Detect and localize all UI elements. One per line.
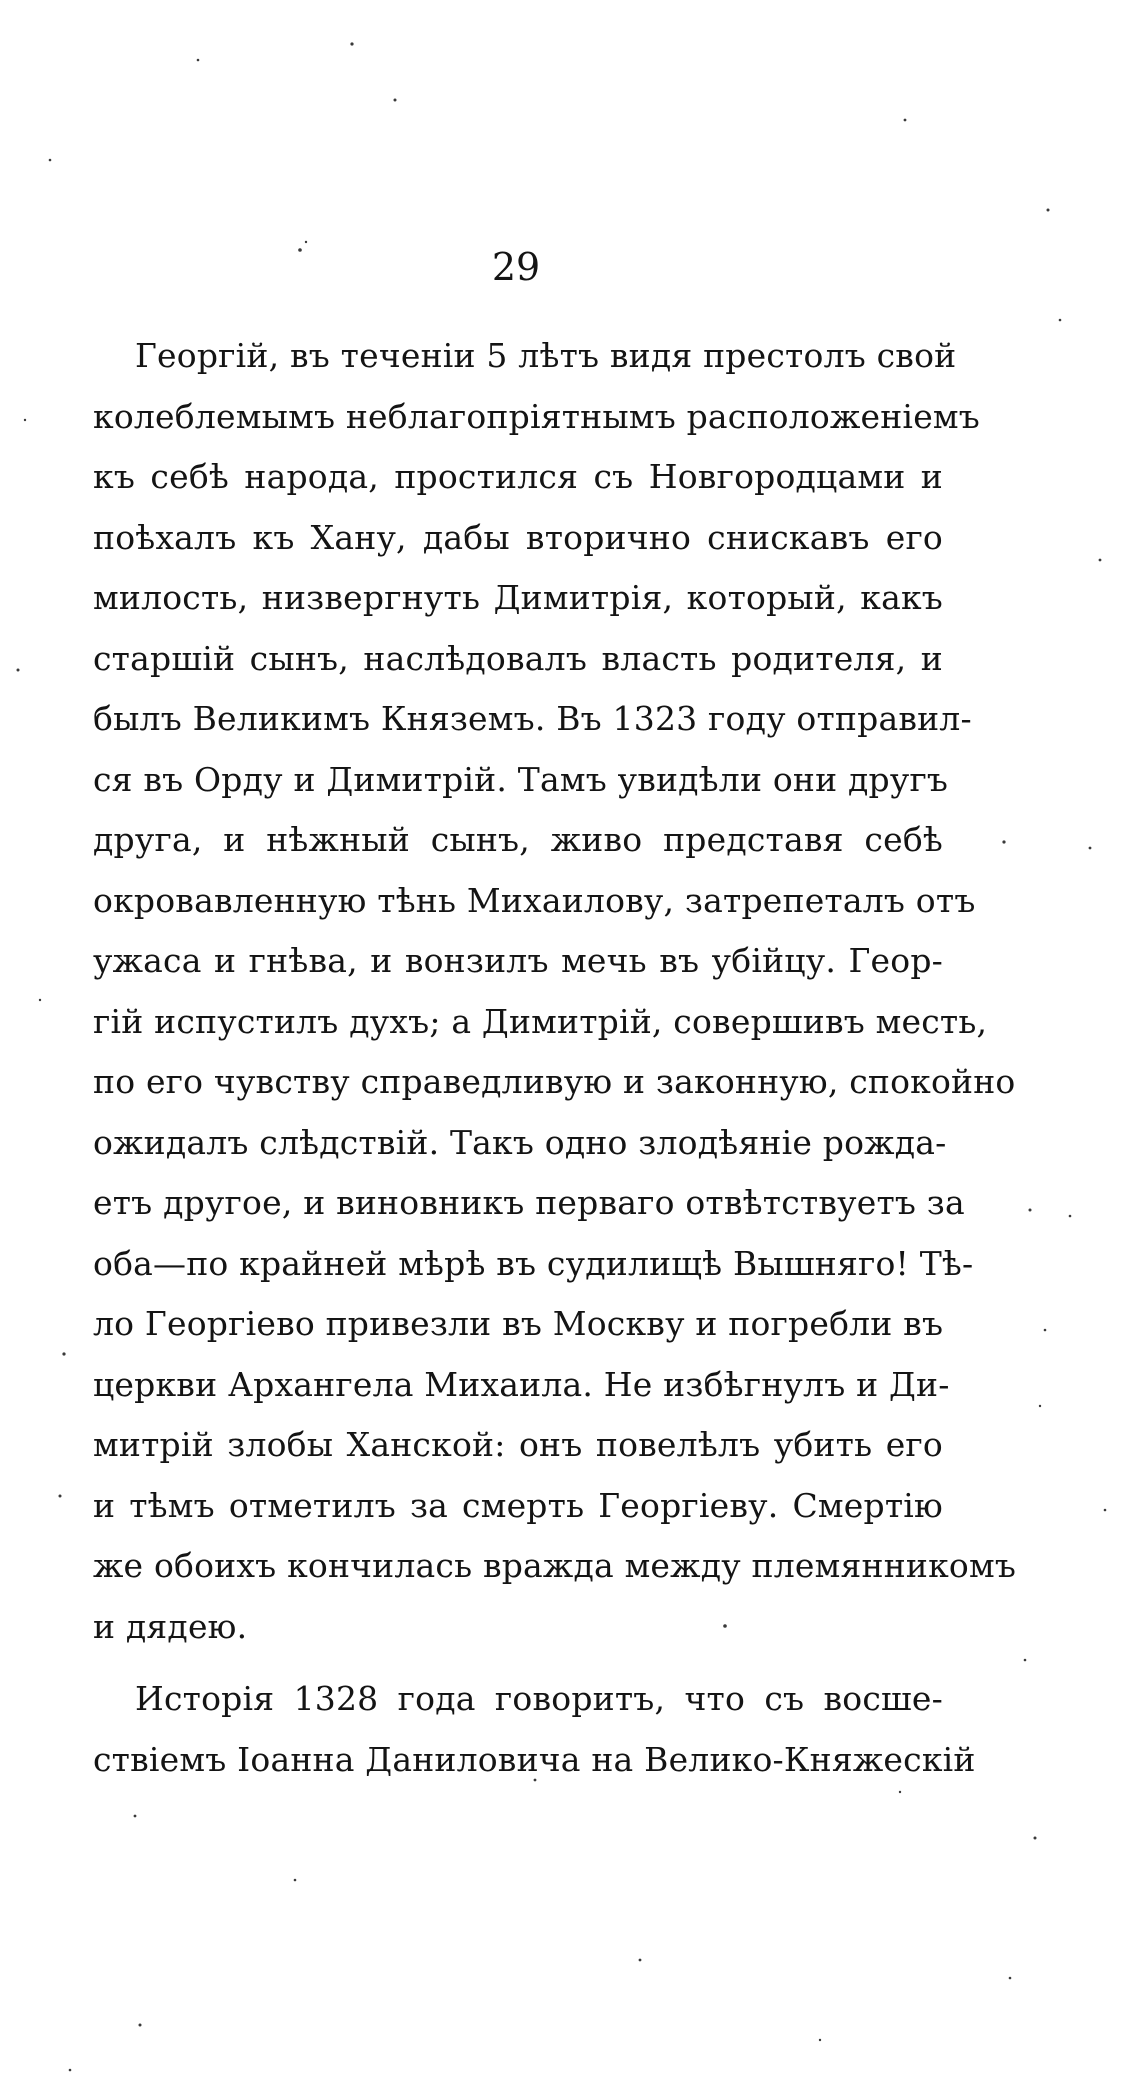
- speck: [49, 159, 52, 162]
- speck: [394, 99, 397, 102]
- speck: [62, 1352, 65, 1355]
- speck: [1002, 840, 1005, 843]
- speck: [1024, 1659, 1027, 1662]
- speck: [134, 1815, 137, 1818]
- speck: [1069, 1215, 1072, 1218]
- speck: [1059, 319, 1062, 322]
- body-text: [93, 326, 1017, 1790]
- text-line: окровавленную тѣнь Михаилову, затрепеталъ отъ: [93, 880, 976, 920]
- speck: [294, 1879, 297, 1882]
- speck: [59, 1495, 62, 1498]
- text-line: Исторія 1328 года говоритъ, что съ восше-: [135, 1679, 943, 1718]
- speck: [1009, 1977, 1012, 1980]
- speck: [17, 669, 20, 672]
- text-line: ужаса и гнѣва, и вонзилъ мечь въ убійцу. Геор-: [93, 941, 943, 980]
- speck: [904, 119, 907, 122]
- speck: [1039, 1405, 1041, 1407]
- page-number: 29: [491, 245, 541, 289]
- speck: [1047, 209, 1050, 212]
- text-line: милость, низвергнуть Димитрія, который, какъ: [93, 578, 943, 617]
- text-line: ожидалъ слѣдствій. Такъ одно злодѣяніе рожда-: [93, 1122, 947, 1162]
- text-line: поѣхалъ къ Хану, дабы вторично снискавъ его: [93, 517, 943, 557]
- speck: [1104, 1509, 1107, 1512]
- text-line: митрій злобы Ханской: онъ повелѣлъ убить его: [93, 1425, 943, 1464]
- speck: [350, 42, 353, 45]
- text-line: ло Георгіево привезли въ Москву и погребли въ: [93, 1304, 944, 1343]
- paragraph-gap: [93, 1657, 943, 1669]
- text-line: ствіемъ Іоанна Даниловича на Велико-Княжескій: [93, 1739, 976, 1779]
- speck: [69, 2069, 72, 2072]
- speck: [24, 419, 26, 421]
- speck: [1034, 1837, 1037, 1840]
- text-line: Георгій, въ теченіи 5 лѣтъ видя престолъ свой: [135, 336, 957, 375]
- speck: [139, 2024, 142, 2027]
- speck: [1099, 559, 1102, 562]
- paragraph: [93, 326, 1017, 1657]
- speck: [197, 59, 200, 62]
- text-line: етъ другое, и виновникъ перваго отвѣтствуетъ за: [93, 1183, 965, 1222]
- paragraph: [93, 1669, 976, 1790]
- text-line: же обоихъ кончилась вражда между племянникомъ: [93, 1546, 1017, 1585]
- text-line: старшій сынъ, наслѣдовалъ власть родителя, и: [93, 638, 943, 678]
- speck: [1089, 847, 1092, 850]
- text-line: оба—по крайней мѣрѣ въ судилищѣ Вышняго! Тѣ-: [93, 1243, 974, 1283]
- text-line: и тѣмъ отметилъ за смерть Георгіеву. Смертію: [93, 1485, 943, 1525]
- speck: [819, 2039, 821, 2041]
- text-line: гій испустилъ духъ; а Димитрій, совершивъ месть,: [93, 1001, 988, 1041]
- text-line: церкви Архангела Михаила. Не избѣгнулъ и Ди-: [93, 1364, 950, 1404]
- text-line: и дядею.: [93, 1606, 248, 1646]
- text-line: къ себѣ народа, простился съ Новгородцами и: [93, 457, 943, 496]
- text-line: друга, и нѣжный сынъ, живо представя себѣ: [93, 820, 943, 859]
- speck: [639, 1959, 642, 1962]
- speck: [1029, 1209, 1032, 1212]
- text-line: колеблемымъ неблагопріятнымъ расположеніемъ: [93, 396, 980, 436]
- text-line: по его чувству справедливую и законную, спокойно: [93, 1062, 1016, 1101]
- text-line: былъ Великимъ Княземъ. Въ 1323 году отправил-: [93, 699, 972, 738]
- speck: [899, 1791, 901, 1793]
- speck: [39, 999, 41, 1001]
- text-line: ся въ Орду и Димитрій. Тамъ увидѣли они другъ: [93, 759, 949, 799]
- speck: [1044, 1329, 1047, 1332]
